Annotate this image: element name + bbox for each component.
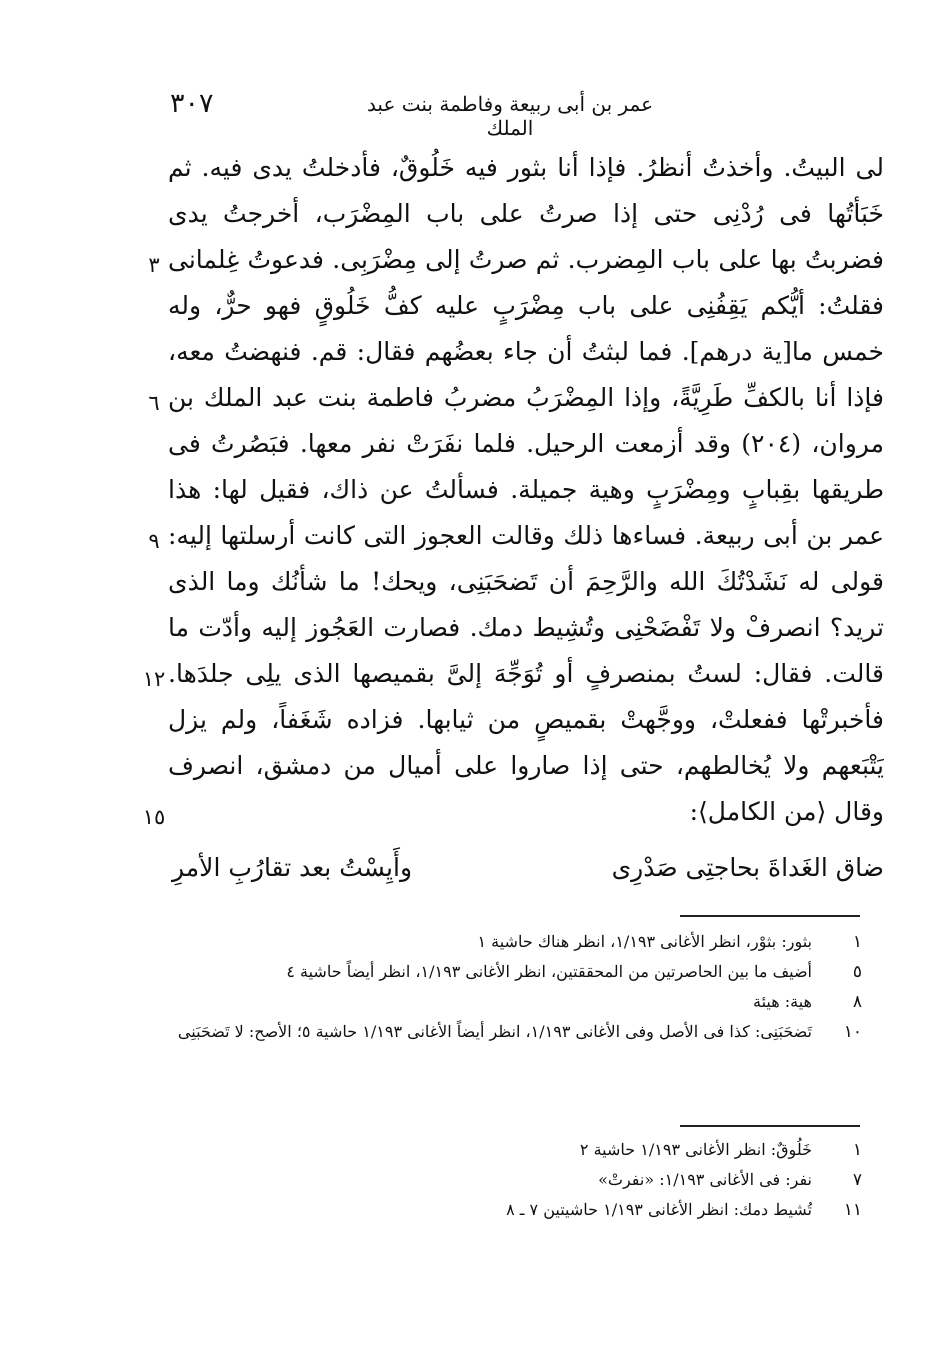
apparatus-note: بثور: بثوْر، انظر الأغانى ١/١٩٣، انظر هناك حاشية ١ (477, 932, 812, 951)
footnote-rule (680, 915, 860, 917)
apparatus-note: أضيف ما بين الحاصرتين من المحققتين، انظر الأغانى ١/١٩٣، انظر أيضاً حاشية ٤ (286, 962, 812, 981)
apparatus-line-ref: ١ (852, 932, 862, 952)
apparatus-entry (172, 957, 862, 987)
footnote-rule (680, 1125, 860, 1127)
main-text (168, 145, 884, 835)
commentary-note: خَلُوقٌ: انظر الأغانى ١/١٩٣ حاشية ٢ (579, 1140, 812, 1159)
text-line: طريقها بقِبابٍ ومِضْرَبٍ وهية جميلة. فسألتُ عن ذاك، فقيل لها: هذا (168, 475, 884, 504)
text-line: تريد؟ انصرفْ ولا تَفْضَحْنِى وتُشِيط دمك. فصارت العَجُوز إليه وأدّت ما (168, 613, 884, 642)
apparatus-line-ref: ١٠ (843, 1022, 862, 1042)
text-line: قولى له نَشَدْتُكَ الله والرَّحِمَ أن تَضحَبَنِى، ويحك! ما شأنُك وما الذى (168, 567, 884, 596)
verse-line (172, 844, 884, 890)
commentary-note: نفر: فى الأغانى ١/١٩٣: «نفرتْ» (598, 1170, 812, 1189)
text-line: خَبَأتُها فى رُدْنِى حتى إذا صرتُ على باب المِضْرَب، أخرجتُ يدى (168, 199, 884, 228)
verse-first-hemistich: ضاق الغَداةَ بحاجتِى صَدْرِى (611, 852, 884, 882)
text-line: فقلتُ: أيُّكم يَقِفُنِى على باب مِضْرَبٍ عليه كفُّ خَلُوقٍ فهو حرٌّ، وله (168, 291, 884, 320)
text-line: عمر بن أبى ربيعة. فساءها ذلك وقالت العجوز التى كانت أرسلتها إليه: (168, 521, 884, 550)
apparatus-entry (172, 987, 862, 1017)
text-line: مروان، (٢٠٤) وقد أزمعت الرحيل. فلما نفَرَتْ نفر معها. فبَصُرتُ فى (168, 429, 884, 458)
text-line: فضربتُ بها على باب المِضرب. ثم صرتُ إلى مِضْرَبِى. فدعوتُ غِلمانى (168, 245, 884, 274)
line-number: ٣ (148, 253, 160, 277)
apparatus-note: تَضحَبَنِى: كذا فى الأصل وفى الأغانى ١/١٩٣، انظر أيضاً الأغانى ١/١٩٣ حاشية ٥؛ الأصح: لا تَضحَبَنِى (177, 1022, 812, 1041)
text-line: فإذا أنا بالكفِّ طَرِيَّةً، وإذا المِضْرَبُ مضربُ فاطمة بنت عبد الملك بن (168, 383, 884, 412)
text-line: قالت. فقال: لستُ بمنصرفٍ أو تُوَجِّهَ إلىَّ بقميصها الذى يلِى جلدَها. (168, 659, 884, 688)
text-line: وقال ⟨من الكامل⟩: (689, 797, 884, 826)
critical-apparatus (172, 927, 862, 1047)
commentary-note: تُشيط دمك: انظر الأغانى ١/١٩٣ حاشيتين ٧ ـ ٨ (506, 1200, 812, 1219)
commentary-line-ref: ٧ (852, 1170, 862, 1190)
commentary-notes (172, 1135, 862, 1225)
apparatus-entry (172, 1017, 862, 1047)
apparatus-line-ref: ٨ (852, 992, 862, 1012)
verse-second-hemistich: وأَيِسْتُ بعد تقارُبِ الأمرِ (172, 852, 413, 882)
text-line: يَتْبَعهم ولا يُخالطهم، حتى إذا صاروا على أميال من دمشق، انصرف (168, 751, 884, 780)
apparatus-entry (172, 927, 862, 957)
commentary-entry (172, 1135, 862, 1165)
commentary-entry (172, 1195, 862, 1225)
commentary-line-ref: ١١ (843, 1200, 862, 1220)
line-number: ٩ (148, 529, 160, 553)
running-title: عمر بن أبى ربيعة وفاطمة بنت عبد الملك (366, 92, 654, 140)
line-number: ١٥ (142, 805, 166, 829)
text-line: خمس ما[ية درهم]. فما لبثتُ أن جاء بعضُهم فقال: قم. فنهضتُ معه، (168, 337, 884, 366)
line-number: ٦ (148, 391, 160, 415)
text-line: لى البيتُ. وأخذتُ أنظرُ. فإذا أنا بثور فيه خَلُوقٌ، فأدخلتُ يدى فيه. ثم (168, 153, 884, 182)
apparatus-line-ref: ٥ (852, 962, 862, 982)
line-number: ١٢ (142, 667, 166, 691)
text-line: فأخبرتْها ففعلتْ، ووجَّهتْ بقميصٍ من ثيابها. فزاده شَغَفاً، ولم يزل (168, 705, 884, 734)
commentary-entry (172, 1165, 862, 1195)
apparatus-note: هية: هيئة (753, 992, 812, 1011)
commentary-line-ref: ١ (852, 1140, 862, 1160)
page-number: ٣٠٧ (170, 88, 214, 119)
